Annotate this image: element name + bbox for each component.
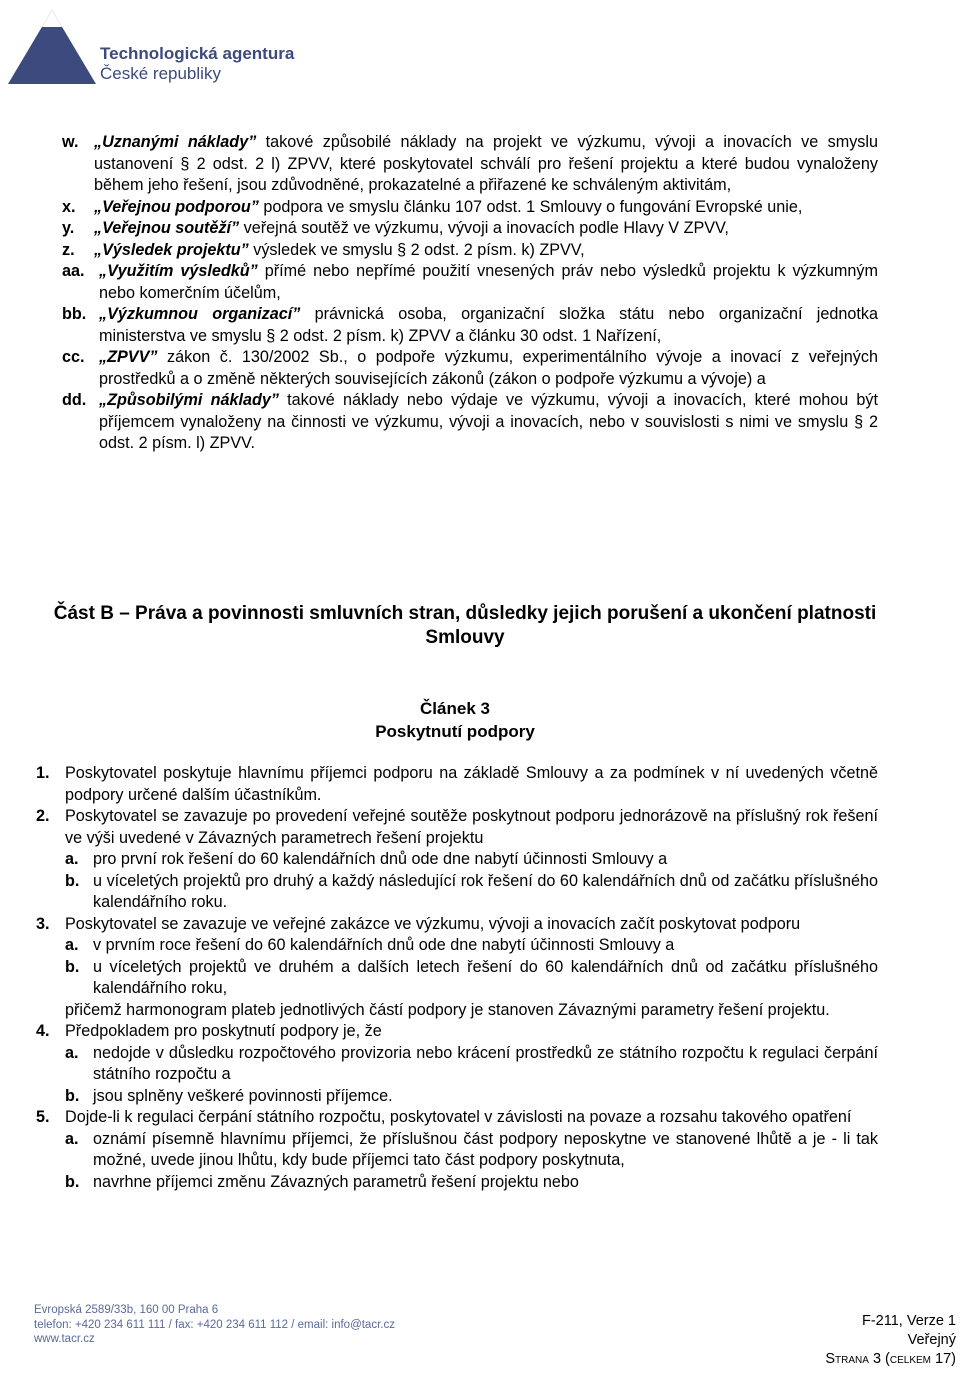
definition-term: „Veřejnou podporou”: [94, 197, 259, 216]
subclause-item: [65, 1172, 878, 1194]
clause-item: [36, 806, 878, 914]
definition-term: „Výsledek projektu”: [94, 240, 249, 259]
clause-text: Poskytovatel se zavazuje ve veřejné zakázce ve výzkumu, vývoji a inovacích začít poskytovat podporu: [65, 914, 801, 933]
definition-label: z.: [62, 240, 75, 259]
subclause-label: a.: [65, 1043, 79, 1062]
classification: Veřejný: [907, 1332, 956, 1348]
definition-item: [62, 347, 878, 390]
article-title: Poskytnutí podpory: [375, 722, 535, 741]
definition-item: [62, 390, 878, 455]
logo-triangle-icon: [4, 6, 100, 88]
subclause-text: v prvním roce řešení do 60 kalendářních dnů ode dne nabytí účinnosti Smlouvy a: [93, 936, 675, 954]
definition-term: „Výzkumnou organizací”: [99, 305, 301, 323]
definition-body: přímé nebo nepřímé použití vnesených práv nebo výsledků projektu k výzkumným nebo komerčním účelům,: [99, 262, 878, 302]
definition-text: [94, 197, 878, 219]
definition-term: „Využitím výsledků”: [99, 262, 258, 280]
definition-body: výsledek ve smyslu § 2 odst. 2 písm. k) ZPVV,: [248, 240, 585, 259]
subclause-item: [65, 871, 878, 914]
subclause-label: a.: [65, 1129, 79, 1148]
definition-item: [62, 240, 878, 262]
definition-label: bb.: [62, 305, 87, 323]
subclause-text: u víceletých projektů pro druhý a každý následující rok řešení do 60 kalendářních dnů od začátku příslušného kalendářního roku.: [93, 871, 878, 911]
subclause-label: b.: [65, 1172, 80, 1191]
subclause-text: nedojde v důsledku rozpočtového provizoria nebo krácení prostředků ze státního rozpočtu k regulaci čerpání státního rozpočtu a: [93, 1043, 878, 1083]
definition-label: y.: [62, 219, 75, 237]
clause-body: [65, 763, 878, 806]
definition-body: zákon č. 130/2002 Sb., o podpoře výzkumu, experimentálního vývoje a inovací z veřejných prostředků a o změně některých souvisejících zákonů (zákon o podpoře výzkumu a vývoje) a: [99, 348, 878, 388]
footer-phone-email: telefon: +420 234 611 111 / fax: +420 234 611 112 / email: info@tacr.cz: [34, 1318, 395, 1331]
footer-website: www.tacr.cz: [34, 1333, 95, 1345]
subclause-label: a.: [65, 936, 79, 954]
subclause-item: [65, 849, 878, 871]
subclause-label: a.: [65, 850, 79, 868]
article-number: Článek 3: [420, 699, 490, 718]
part-title: Část B – Práva a povinnosti smluvních stran, důsledky jejich porušení a ukončení platnosti Smlouvy: [53, 603, 877, 648]
clause-number: 4.: [36, 1022, 50, 1040]
definition-item: [62, 261, 878, 304]
subclause-text: oznámí písemně hlavnímu příjemci, že příslušnou část podpory neposkytne ve stanovené lhůtě a je - li tak možné, uvede jinou lhůtu, kdy bude příjemci tato část podpory poskytnuta,: [93, 1129, 878, 1169]
clause-text: Poskytovatel se zavazuje po provedení veřejné soutěže poskytnout podporu jednorázově na příslušný rok řešení ve výši uvedené v Závazných parametrech řešení projektu: [65, 807, 878, 847]
definition-item: [62, 197, 878, 219]
definitions-list: [62, 132, 878, 455]
definition-term: „Způsobilými náklady”: [99, 391, 279, 409]
definition-term: „Uznanými náklady”: [94, 133, 257, 151]
clause-item: [36, 1021, 878, 1107]
footer-address: Evropská 2589/33b, 160 00 Praha 6: [34, 1304, 219, 1316]
definition-body: veřejná soutěž ve výzkumu, vývoji a inovacích podle Hlavy V ZPVV,: [239, 219, 729, 237]
footer-contact: [34, 1303, 395, 1347]
form-id: F-211, Verze 1: [861, 1313, 956, 1329]
clause-body: [65, 806, 878, 914]
subclause-text: u víceletých projektů ve druhém a dalších letech řešení do 60 kalendářních dnů od začátku příslušného kalendářního roku,: [93, 957, 878, 997]
subclause-label: b.: [65, 871, 80, 890]
clause-body: [65, 1107, 878, 1193]
definition-label: w.: [62, 133, 79, 151]
subclause-item: [65, 1043, 878, 1086]
subclause-item: [65, 1086, 878, 1108]
page-number: Strana 3 (celkem 17): [825, 1351, 956, 1367]
clause-text: Předpokladem pro poskytnutí podpory je, že: [65, 1022, 382, 1040]
footer-meta: [825, 1312, 956, 1369]
subclause-item: [65, 1129, 878, 1172]
clause-number: 3.: [36, 914, 50, 933]
subclause-item: [65, 957, 878, 1000]
definition-text: [94, 218, 878, 240]
subclause-text: jsou splněny veškeré povinnosti příjemce.: [93, 1086, 393, 1105]
clause-item: [36, 914, 878, 1022]
clause-text: Poskytovatel poskytuje hlavnímu příjemci podporu na základě Smlouvy a za podmínek v ní uvedených včetně podpory určené dalším účastníkům.: [65, 764, 878, 804]
definition-text: [99, 347, 878, 390]
definition-body: podpora ve smyslu článku 107 odst. 1 Smlouvy o fungování Evropské unie,: [258, 197, 803, 216]
subclause-label: b.: [65, 957, 80, 976]
definition-text: [94, 240, 878, 262]
definition-item: [62, 218, 878, 240]
logo: [4, 6, 294, 88]
clause-number: 1.: [36, 764, 50, 782]
definition-label: dd.: [62, 391, 87, 409]
clause-continuation: přičemž harmonogram plateb jednotlivých částí podpory je stanoven Závaznými parametry řešení projektu.: [65, 1000, 830, 1019]
definition-text: [99, 261, 878, 304]
clause-number: 2.: [36, 807, 50, 825]
definition-term: „Veřejnou soutěží”: [94, 219, 240, 237]
article-heading: [290, 697, 620, 743]
definition-body: takové náklady nebo výdaje ve výzkumu, vývoji a inovacích, které mohou být příjemcem vynaloženy na činnosti ve výzkumu, vývoji a inovacích, nebo v souvislosti s nimi ve smyslu § 2 odst. 2 písm. l) ZPVV.: [99, 391, 878, 452]
subclause-label: b.: [65, 1086, 80, 1105]
logo-line-1: Technologická agentura: [100, 44, 295, 63]
definition-label: cc.: [62, 348, 85, 366]
subclause-item: [65, 935, 878, 957]
definition-text: [99, 304, 878, 347]
clause-text: Dojde-li k regulaci čerpání státního rozpočtu, poskytovatel v závislosti na povaze a rozsahu takového opatření: [65, 1108, 852, 1126]
definition-term: „ZPVV”: [99, 348, 158, 366]
clauses-list: [36, 763, 878, 1193]
clause-body: [65, 914, 878, 1022]
definition-label: x.: [62, 197, 76, 216]
logo-line-2: České republiky: [100, 64, 221, 83]
subclause-text: navrhne příjemci změnu Závazných parametrů řešení projektu nebo: [93, 1172, 579, 1191]
definition-body: právnická osoba, organizační složka státu nebo organizační jednotka ministerstva ve smyslu § 2 odst. 2 písm. k) ZPVV a článku 30 odst. 1 Nařízení,: [99, 305, 878, 345]
clause-item: [36, 1107, 878, 1193]
clause-body: [65, 1021, 878, 1107]
definition-item: [62, 304, 878, 347]
definition-body: takové způsobilé náklady na projekt ve výzkumu, vývoji a inovacích ve smyslu ustanovení § 2 odst. 2 l) ZPVV, které poskytovatel schválí pro řešení projektu a které budou vynaloženy během jeho řešení, jsou zdůvodněné, prokazatelné a přiřazené ke schváleným aktivitám,: [94, 133, 878, 194]
clause-item: [36, 763, 878, 806]
definition-item: [62, 132, 878, 197]
definition-text: [94, 132, 878, 197]
subclause-text: pro první rok řešení do 60 kalendářních dnů ode dne nabytí účinnosti Smlouvy a: [93, 850, 668, 868]
definition-label: aa.: [62, 262, 85, 280]
clause-number: 5.: [36, 1108, 50, 1126]
definition-text: [99, 390, 878, 455]
